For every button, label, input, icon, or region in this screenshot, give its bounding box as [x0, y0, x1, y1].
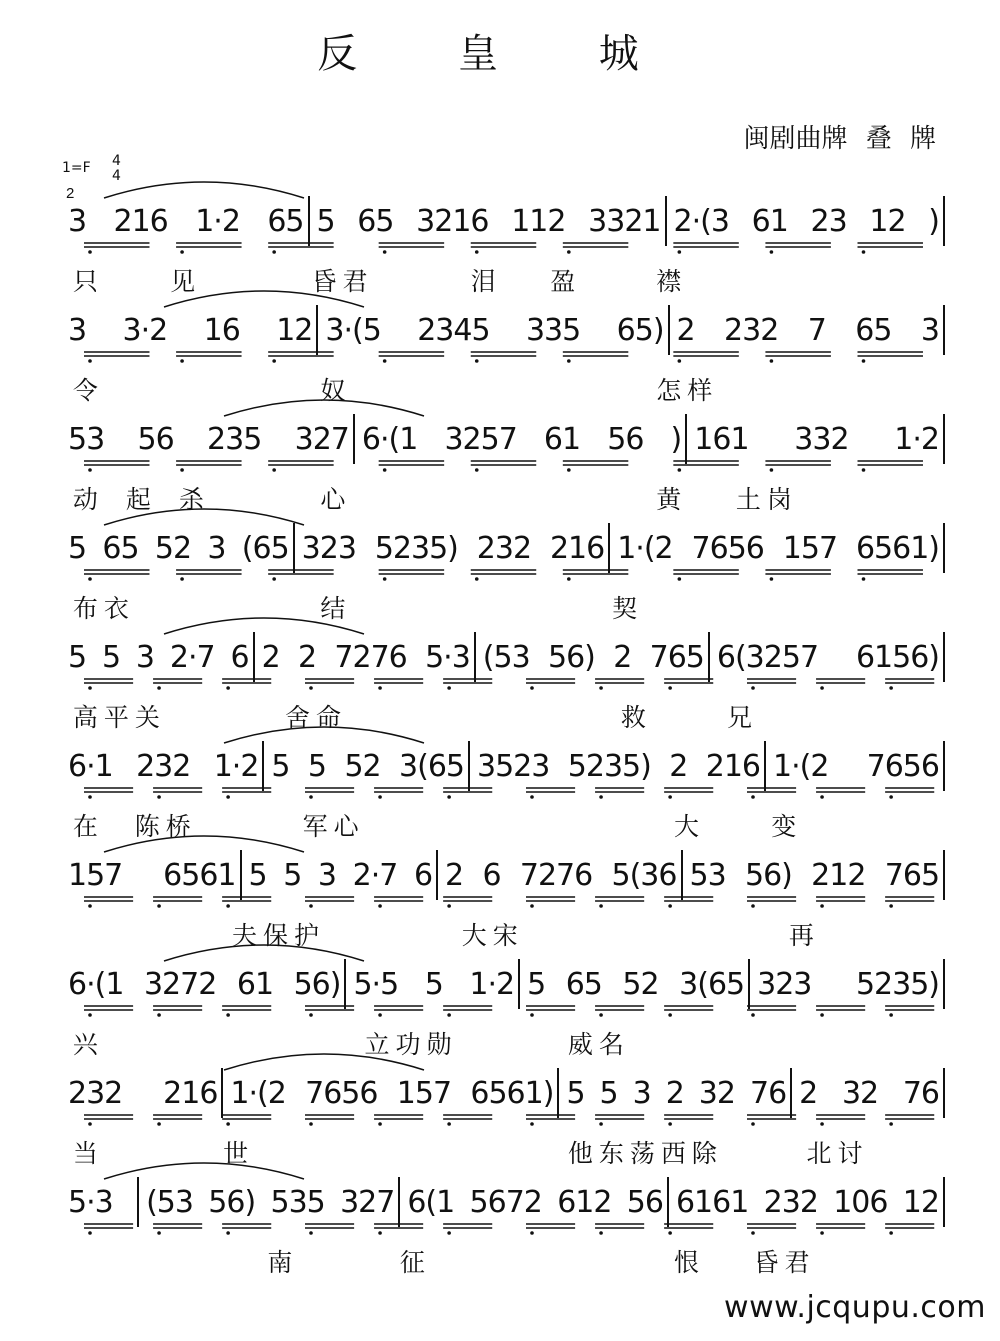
measure: 1·(2 7656 157 6561): [230, 1075, 554, 1111]
lyric-text: 恨: [673, 1248, 705, 1277]
measure: 1·(2 7656: [773, 748, 939, 784]
measure: 2 2 7276 5·3: [261, 639, 470, 675]
lyric-text: 大宋: [461, 921, 524, 950]
lyric-text: 再: [788, 921, 820, 950]
measure: (53 56) 535 327: [146, 1184, 395, 1220]
lyric-text: 契: [612, 594, 644, 623]
measure: 3·(5 2345 335 65): [325, 312, 664, 348]
measure: 161 332 1·2: [694, 421, 939, 457]
lyric-text: 土岗: [735, 485, 798, 514]
notation-line: [64, 1177, 948, 1227]
notation-line: [64, 850, 948, 900]
lyric-text: 只: [72, 267, 104, 296]
barline: [943, 959, 948, 1009]
measure: 6·(1 3272 61 56): [68, 966, 341, 1002]
beam-lines: [64, 1003, 948, 1017]
measure: 5 5 3 2 32 76: [566, 1075, 787, 1111]
measure: 5 65 52 3(65: [527, 966, 745, 1002]
measure: 2 32 76: [799, 1075, 940, 1111]
measure: 5·5 5 1·2: [353, 966, 515, 1002]
lyric-text: 昏君: [753, 1248, 816, 1277]
grace-note: 2: [66, 185, 75, 202]
key-signature: 1=F: [62, 160, 91, 176]
measure: 2 232 7 65 3: [676, 312, 939, 348]
lyric-text: 舍命: [285, 703, 348, 732]
lyric-text: 泪: [470, 267, 502, 296]
measure: 3 3·2 16 12: [68, 312, 313, 348]
measure: (53 56) 2 765: [482, 639, 704, 675]
notation-line: [64, 305, 948, 355]
barline: [943, 196, 948, 246]
measure: 5 5 3 2·7 6: [248, 857, 433, 893]
time-signature-bottom: 4: [112, 168, 121, 184]
beam-lines: [64, 349, 948, 363]
watermark: www.jcqupu.com: [724, 1290, 986, 1325]
beam-lines: [64, 458, 948, 472]
barline: [943, 850, 948, 900]
lyric-text: 夫保护: [231, 921, 325, 950]
beam-lines: [64, 567, 948, 581]
measure: 2 6 7276 5(36: [445, 857, 677, 893]
lyric-text: 他东荡西除: [567, 1139, 723, 1168]
lyric-text: 奴: [320, 376, 352, 405]
lyric-text: 征: [399, 1248, 431, 1277]
notation-line: [64, 414, 948, 464]
measure: 323 5235): [757, 966, 940, 1002]
lyric-text: 南: [267, 1248, 299, 1277]
beam-lines: [64, 1221, 948, 1235]
lyrics-line: [64, 1243, 948, 1277]
notation-line: [64, 632, 948, 682]
lyric-text: 立功勋: [364, 1030, 458, 1059]
lyric-text: 见: [170, 267, 202, 296]
barline: [943, 523, 948, 573]
notation-line: [64, 741, 948, 791]
score-subtitle: 闽剧曲牌 叠 牌: [743, 124, 936, 154]
measure: 3 216 1·2 65: [68, 203, 304, 239]
notation-line: [64, 959, 948, 1009]
measure: 53 56) 212 765: [689, 857, 940, 893]
measure: 3523 5235) 2 216: [477, 748, 761, 784]
time-signature-top: 4: [112, 153, 121, 169]
lyric-text: 布衣: [72, 594, 135, 623]
measure: 5 65 52 3 (65: [68, 530, 289, 566]
measure: 53 56 235 327: [68, 421, 349, 457]
beam-lines: [64, 894, 948, 908]
lyric-text: 起: [125, 485, 157, 514]
beam-lines: [64, 1112, 948, 1126]
lyric-text: 军心: [302, 812, 365, 841]
lyric-text: 令: [72, 376, 104, 405]
measure: 5 5 3 2·7 6: [68, 639, 249, 675]
notation-line: [64, 523, 948, 573]
measure: 5·3: [68, 1184, 113, 1220]
measure: 6·(1 3257 61 56 ): [361, 421, 682, 457]
score-title: 反 皇 城: [317, 31, 683, 77]
measure: 5 65 3216 112 3321: [316, 203, 661, 239]
lyric-text: 陈桥: [134, 812, 197, 841]
barline: [943, 305, 948, 355]
lyric-text: 兴: [72, 1030, 104, 1059]
lyric-text: 盈: [550, 267, 582, 296]
barline: [943, 632, 948, 682]
measure: 6·1 232 1·2: [68, 748, 259, 784]
lyric-text: 杀: [178, 485, 210, 514]
measure: 6(1 5672 612 56: [407, 1184, 663, 1220]
lyric-text: 结: [320, 594, 352, 623]
lyric-text: 救: [620, 703, 652, 732]
barline: [943, 1177, 948, 1227]
measure: 1·(2 7656 157 6561): [617, 530, 940, 566]
lyric-text: 心: [320, 485, 352, 514]
lyric-text: 襟: [656, 267, 688, 296]
beam-lines: [64, 240, 948, 254]
lyric-text: 动: [72, 485, 104, 514]
lyric-text: 当: [72, 1139, 104, 1168]
measure: 232 216: [68, 1075, 218, 1111]
lyric-text: 北讨: [806, 1139, 869, 1168]
lyric-text: 怎样: [656, 376, 719, 405]
lyric-text: 昏君: [311, 267, 374, 296]
lyric-text: 变: [771, 812, 803, 841]
lyric-text: 世: [223, 1139, 255, 1168]
measure: 5 5 52 3(65: [271, 748, 464, 784]
measure: 157 6561: [68, 857, 236, 893]
lyric-text: 大: [673, 812, 705, 841]
barline: [943, 414, 948, 464]
lyric-text: 在: [72, 812, 104, 841]
barline: [943, 1068, 948, 1118]
beam-lines: [64, 676, 948, 690]
barline: [943, 741, 948, 791]
notation-line: [64, 196, 948, 246]
lyric-text: 黄: [656, 485, 688, 514]
lyric-text: 兄: [727, 703, 759, 732]
beam-lines: [64, 785, 948, 799]
lyric-text: 威名: [567, 1030, 630, 1059]
measure: 323 5235) 232 216: [301, 530, 605, 566]
lyric-text: 高平关: [72, 703, 166, 732]
measure: 6161 232 106 12: [675, 1184, 939, 1220]
measure: 6(3257 6156): [716, 639, 939, 675]
measure: 2·(3 61 23 12 ): [673, 203, 939, 239]
notation-line: [64, 1068, 948, 1118]
